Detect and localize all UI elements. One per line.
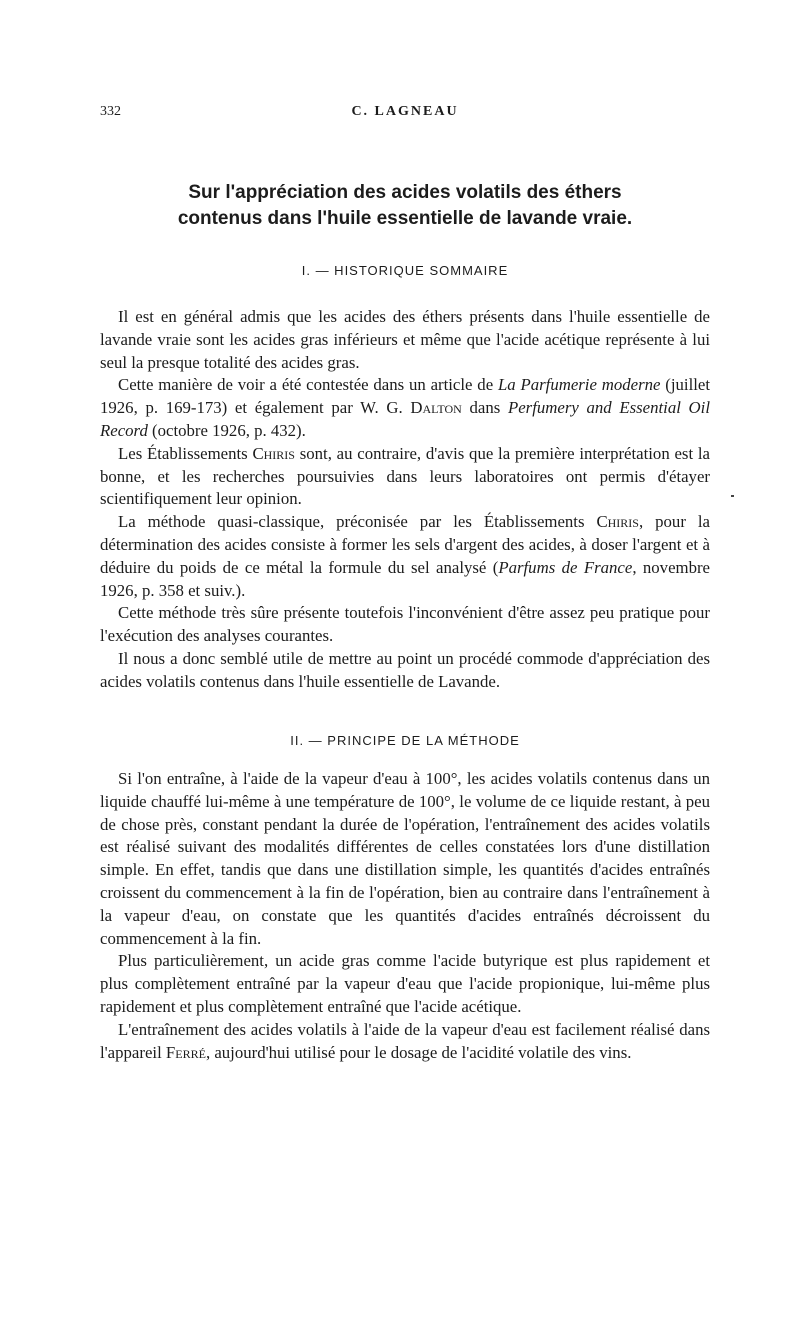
article-title-line-2: contenus dans l'huile essentielle de lavande vraie.: [177, 208, 633, 229]
running-head-author: C. LAGNEAU: [351, 104, 459, 119]
paragraph: Cette méthode très sûre présente toutefois l'inconvénient d'être assez peu pratique pour l'exécution des analyses courantes.: [100, 603, 710, 646]
journal-title: La Parfumerie moderne: [497, 375, 661, 395]
page-number: 332: [100, 104, 121, 119]
paragraph: Plus particulièrement, un acide gras comme l'acide butyrique est plus rapidement et plus complètement entraîné par la vapeur d'eau que l'acide propionique, lui-même plus rapidement et plus complètement entraîné que l'acide acétique.: [100, 951, 710, 1016]
article-title-line-1: Sur l'appréciation des acides volatils des éthers: [188, 182, 622, 203]
company-name: Chiris: [252, 443, 295, 463]
running-head: [100, 104, 710, 128]
paragraph: La méthode quasi-classique, préconisée par les Établissements Chiris, pour la détermination des acides consiste à former les sels d'argent des acides, à doser l'argent et à déduire du poids de ce métal la formule du sel analysé (Parfums de France, novembre 1926, p. 358 et suiv.).: [100, 512, 710, 600]
apparatus-name: Ferré: [165, 1042, 206, 1062]
journal-title: Perfumery and Essential Oil Record: [100, 398, 711, 440]
author-name: Dalton: [410, 398, 462, 418]
section-heading-principe: II. — PRINCIPE DE LA MÉTHODE: [290, 733, 520, 748]
scan-speck: [731, 495, 734, 497]
paragraph: Il nous a donc semblé utile de mettre au point un procédé commode d'appréciation des acides volatils contenus dans l'huile essentielle de Lavande.: [100, 648, 710, 691]
section-heading-historique: I. — HISTORIQUE SOMMAIRE: [301, 263, 509, 278]
paragraph: Il est en général admis que les acides des éthers présents dans l'huile essentielle de lavande vraie sont les acides gras inférieurs et même que l'acide acétique représente à lui seul la presque totalité des acides gras.: [100, 307, 710, 372]
paragraph: Cette manière de voir a été contestée dans un article de La Parfumerie moderne (juillet 1926, p. 169-173) et également par W. G. Dalton dans Perfumery and Essential Oil Record (octobre 1926, p. 432).: [100, 375, 711, 440]
article-title: [100, 180, 710, 232]
paragraph: L'entraînement des acides volatils à l'aide de la vapeur d'eau est facilement réalisé dans l'appareil Ferré, aujourd'hui utilisé pour le dosage de l'acidité volatile des vins.: [100, 1019, 710, 1062]
journal-title: Parfums de France: [498, 557, 633, 577]
section-historique-body: [100, 306, 710, 694]
paragraph: Les Établissements Chiris sont, au contraire, d'avis que la première interprétation est la bonne, et les recherches poursuivies dans leurs laboratoires ont permis d'étayer scientifiquement leur opinion.: [100, 443, 710, 509]
company-name: Chiris: [596, 512, 639, 532]
paragraph: Si l'on entraîne, à l'aide de la vapeur d'eau à 100°, les acides volatils contenus dans un liquide chauffé lui-même à une température de 100°, le volume de ce liquide restant, à peu de chose près, constant pendant la durée de l'opération, l'entraînement des acides volatils est réalisé suivant des modalités différentes de celles constatées lors d'une distillation simple. En effet, tandis que dans une distillation simple, les quantités d'acides entraînés croissent du commencement à la fin de l'opération, bien au contraire dans l'entraînement à la vapeur d'eau, on constate que les quantités d'acides entraînés décroissent du commencement à la fin.: [100, 769, 710, 948]
section-principe-body: [100, 768, 710, 1064]
